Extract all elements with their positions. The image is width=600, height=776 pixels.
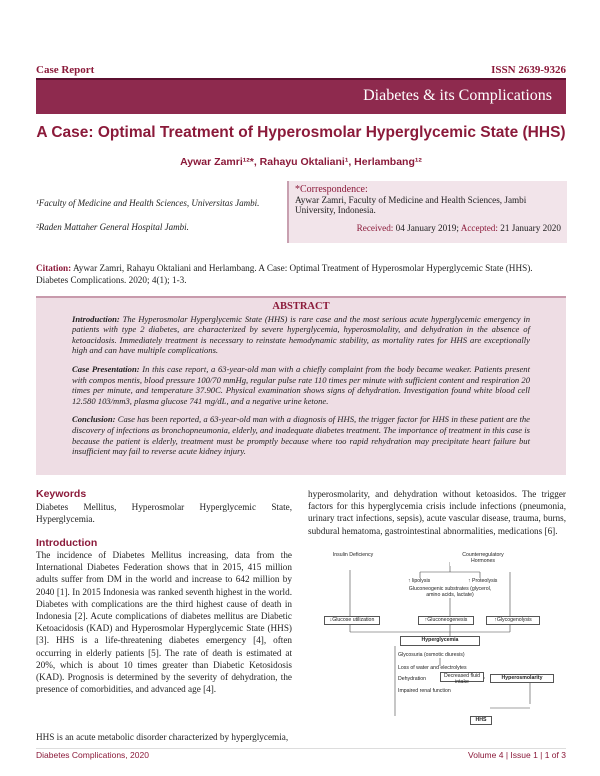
correspondence-text: Aywar Zamri, Faculty of Medicine and Health Sciences, Jambi University, Indonesia. xyxy=(295,195,527,215)
conclusion-label: Conclusion: xyxy=(72,414,116,425)
abstract-case xyxy=(72,364,530,406)
dehydration-label: Dehydration xyxy=(398,676,426,682)
hyperosmolarity-box: Hyperosmolarity xyxy=(490,674,554,683)
proteolysis-label: ↑ Proteolysis xyxy=(468,578,498,584)
affiliation-2: ²Raden Mattaher General Hospital Jambi. xyxy=(36,222,189,232)
case-text: In this case report, a 63-year-old man with a chiefly complaint from the body became weaker. Patients present with compos mentis, blood pressure 100/70 mmHg, regular pulse rate 110 times per minute with sufficient content and respiration 20 times per minute, and temperature 37.90C. Physical examination shows signs of dehydration. Investigation found white blood cell 12.580 103/mm3, plasma glucose 741 mg/dL, and a negative urine ketone. xyxy=(72,363,530,406)
insulin-deficiency-box: Insulin Deficiency xyxy=(330,552,376,570)
introduction-heading: Introduction xyxy=(36,537,98,549)
paper-title: A Case: Optimal Treatment of Hyperosmolar Hyperglycemic State (HHS) xyxy=(36,124,566,141)
correspondence-box xyxy=(287,181,567,243)
accepted-label: Accepted: xyxy=(460,223,498,233)
affiliation-1: ¹Faculty of Medicine and Health Sciences, Universitas Jambi. xyxy=(36,198,260,208)
impaired-label: Impaired renal function xyxy=(398,688,451,694)
citation-label: Citation: xyxy=(36,263,72,273)
issn: ISSN 2639-9326 xyxy=(491,64,566,76)
gluconeogenesis-box: ↑Gluconeogenesis xyxy=(418,616,474,625)
introduction-p1: The incidence of Diabetes Mellitus increasing, data from the International Diabetes Federation shows that in 2015, 415 million adults suffer from DM in the world and increase to 642 million by 2040 [1]. In 2015 Indonesia was ranked seventh highest in the world. Diabetes with complications are the third highest cause of death in Indonesia [2]. Acute complications of diabetes mellitus are Diabetic Ketoacidosis (KAD) and Hyperosmolar Hyperglycemic State (HHS) [3]. HHS is a life-threatening diabetes emergency [4], often occurring in elderly patients [5]. The rate of death is estimated at 20%, which is about 10 times greater than Diabetic Ketosidosis (KAD). Prognosis is determined by the severity of dehydration, the presence of comorbidities, and advanced age [4]. xyxy=(36,550,292,695)
abstract-conclusion xyxy=(72,414,530,456)
top-bar xyxy=(36,64,566,78)
footer-volume: Volume 4 | Issue 1 | 1 of 3 xyxy=(468,750,566,760)
intro-label: Introduction: xyxy=(72,313,120,324)
loss-label: Loss of water and electrolytes xyxy=(398,665,467,671)
article-type: Case Report xyxy=(36,64,95,76)
footer xyxy=(36,748,566,760)
glycosuria-label: Glycosuria (osmotic diuresis) xyxy=(398,652,465,658)
journal-banner xyxy=(36,78,566,114)
glucose-utilization-box: ↓Glucose utilization xyxy=(324,616,380,625)
citation-text: Aywar Zamri, Rahayu Oktaliani and Herlambang. A Case: Optimal Treatment of Hyperosmolar Hyperglycemic State (HHS). Diabetes Complications. 2020; 4(1); 1-3. xyxy=(36,263,533,285)
right-column-text: hyperosmolarity, and dehydration without ketoasidos. The trigger factors for this hyperglycemia crisis include infections (pneumonia, urinary tract infections, sepsis), acute vascular disease, trauma, burns, subdural hematoma, gastrointestinal abnormalities, medications [6]. xyxy=(308,489,566,536)
abstract-box xyxy=(36,296,566,475)
conclusion-text: Case has been reported, a 63-year-old man with a diagnosis of HHS, the trigger factor for HHS in these patient are the discovery of infections as bronchopneumonia, elderly, and inadequate diabetes treatment. The importance of treatment in this case is because the patient is elderly, treatment must be promptly because where too rapid rehydration may precipitate heart failure but insufficient may fail to reverse acute kidney injury. xyxy=(72,414,530,457)
accepted-date: 21 January 2020 xyxy=(500,223,561,233)
received-date: 04 January 2019; xyxy=(395,223,459,233)
keywords-text: Diabetes Mellitus, Hyperosmolar Hyperglycemic State, Hyperglycemia. xyxy=(36,502,292,525)
hhs-pathophysiology-figure xyxy=(300,548,570,738)
correspondence-heading: *Correspondence: xyxy=(295,184,368,195)
intro-text: The Hyperosmolar Hyperglycemic State (HHS) is rare case and the most serious acute hyperglycemic emergency in patients with type 2 diabetes, are characterized by severe hyperglycemia, hyperosmolality, and dehydration in the absence of ketoacidosis. Immediately treatment is necessary to reinstate hemodynamic stability, as mortality rates for HHS are exceptionally high and can have multiple complications. xyxy=(72,313,530,356)
introduction-p2: HHS is an acute metabolic disorder characterized by hyperglycemia, xyxy=(36,732,289,742)
counterregulatory-box: Counterregulatory Hormones xyxy=(450,552,516,566)
footer-journal: Diabetes Complications, 2020 xyxy=(36,750,149,760)
dates xyxy=(295,223,561,233)
received-label: Received: xyxy=(356,223,394,233)
keywords-heading: Keywords xyxy=(36,488,87,500)
citation xyxy=(36,262,566,286)
substrates-box: Gluconeogenic substrates (glycerol, amino acids, lactate) xyxy=(404,586,496,598)
glycogenolysis-box: ↑Glycogenolysis xyxy=(486,616,540,625)
hhs-box: HHS xyxy=(470,716,492,725)
abstract-heading: ABSTRACT xyxy=(272,301,330,312)
journal-name: Diabetes & its Complications xyxy=(363,87,552,104)
lipolysis-label: ↑ lipolysis xyxy=(408,578,431,584)
case-label: Case Presentation: xyxy=(72,363,140,374)
abstract-introduction xyxy=(72,314,530,356)
authors: Aywar Zamri¹²*, Rahayu Oktaliani¹, Herlambang¹² xyxy=(180,156,422,168)
decreased-intake-box: Decreased fluid intake xyxy=(440,672,484,682)
hyperglycemia-box: Hyperglycemia xyxy=(400,636,480,646)
